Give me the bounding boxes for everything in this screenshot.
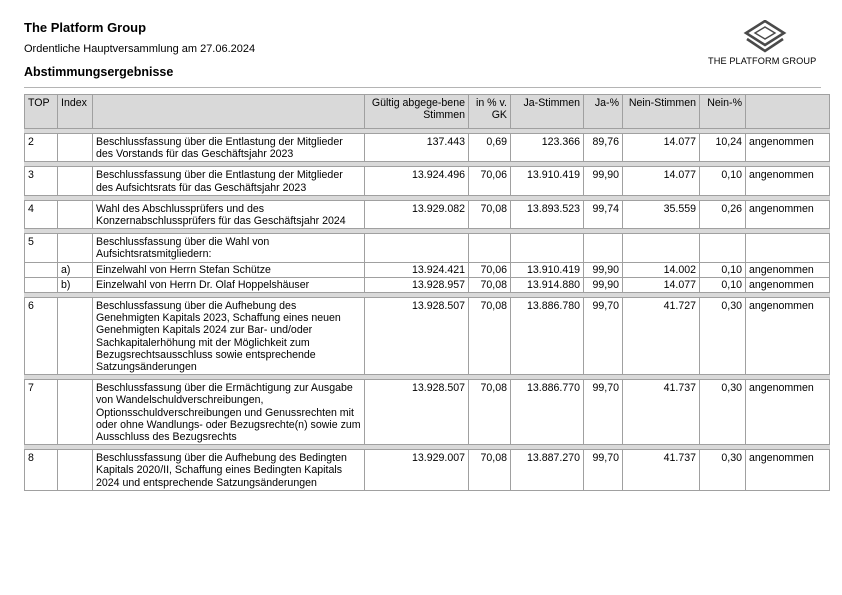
cell-pct-capital: 70,08 (469, 277, 511, 292)
cell-no-votes (623, 234, 700, 262)
cell-pct-capital: 70,06 (469, 167, 511, 195)
cell-yes-votes: 13.886.780 (511, 298, 584, 375)
cell-index: a) (58, 262, 93, 277)
cell-yes-pct: 89,76 (584, 134, 623, 162)
cell-no-votes: 41.727 (623, 298, 700, 375)
cell-subject: Beschlussfassung über die Ermächtigung zur Ausgabe von Wandelschuldverschreibungen, Optionsschuldverschreibungen und Genussrechten mit oder ohne Wandlungs- oder Bezugsrechte(n) sowie zum Ausschluss des Bezugsrechts (93, 380, 365, 445)
cell-subject: Beschlussfassung über die Entlastung der Mitglieder des Aufsichtsrats für das Geschäftsjahr 2023 (93, 167, 365, 195)
col-header-subject (93, 95, 365, 129)
cell-subject: Beschlussfassung über die Entlastung der Mitglieder des Vorstands für das Geschäftsjahr 2023 (93, 134, 365, 162)
cell-top: 2 (25, 134, 58, 162)
cell-result: angenommen (746, 450, 830, 491)
cell-result: angenommen (746, 200, 830, 228)
col-header-pct-capital: in % v. GK (469, 95, 511, 129)
logo-wordmark: THE PLATFORM GROUP (708, 56, 817, 66)
cell-yes-pct: 99,70 (584, 450, 623, 491)
cell-yes-pct: 99,74 (584, 200, 623, 228)
cell-index (58, 380, 93, 445)
cell-yes-votes: 13.910.419 (511, 167, 584, 195)
cell-no-pct: 10,24 (700, 134, 746, 162)
cell-yes-votes: 13.914.880 (511, 277, 584, 292)
cell-valid-votes (365, 234, 469, 262)
cell-result: angenommen (746, 134, 830, 162)
cell-no-pct: 0,30 (700, 298, 746, 375)
cell-no-votes: 14.077 (623, 167, 700, 195)
cell-yes-pct: 99,70 (584, 380, 623, 445)
cell-no-votes: 41.737 (623, 450, 700, 491)
cell-yes-pct: 99,90 (584, 262, 623, 277)
cell-yes-pct: 99,90 (584, 277, 623, 292)
cell-result: angenommen (746, 262, 830, 277)
cell-valid-votes: 13.929.007 (365, 450, 469, 491)
cell-index (58, 234, 93, 262)
cell-valid-votes: 13.928.507 (365, 380, 469, 445)
cell-subject: Wahl des Abschlussprüfers und des Konzernabschlussprüfers für das Geschäftsjahr 2024 (93, 200, 365, 228)
cell-index (58, 167, 93, 195)
cell-no-votes: 35.559 (623, 200, 700, 228)
table-row (25, 134, 830, 162)
cell-index (58, 134, 93, 162)
cell-top (25, 277, 58, 292)
cell-subject: Beschlussfassung über die Aufhebung des Genehmigten Kapitals 2023, Schaffung eines neuen Genehmigten Kapitals 2024 zur Bar- und/oder Sachkapitalerhöhung mit der Möglichkeit zum Bezugsrechtsausschluss sowie entsprechende Satzungsänderungen (93, 298, 365, 375)
cell-index (58, 298, 93, 375)
cell-pct-capital: 70,06 (469, 262, 511, 277)
cell-valid-votes: 137.443 (365, 134, 469, 162)
cell-pct-capital: 70,08 (469, 200, 511, 228)
cell-top (25, 262, 58, 277)
table-row (25, 450, 830, 491)
cell-valid-votes: 13.924.496 (365, 167, 469, 195)
cell-index: b) (58, 277, 93, 292)
cell-result (746, 234, 830, 262)
cell-top: 6 (25, 298, 58, 375)
cell-index (58, 450, 93, 491)
table-row (25, 234, 830, 262)
cell-yes-pct: 99,70 (584, 298, 623, 375)
cell-yes-votes (511, 234, 584, 262)
cell-result: angenommen (746, 380, 830, 445)
cell-no-pct: 0,10 (700, 167, 746, 195)
cell-no-votes: 41.737 (623, 380, 700, 445)
col-header-no-pct: Nein-% (700, 95, 746, 129)
cell-pct-capital (469, 234, 511, 262)
document-title: Abstimmungsergebnisse (24, 65, 174, 79)
cell-top: 5 (25, 234, 58, 262)
cell-yes-pct (584, 234, 623, 262)
company-logo (706, 20, 822, 70)
cell-no-pct: 0,10 (700, 277, 746, 292)
cell-subject: Beschlussfassung über die Wahl von Aufsichtsratsmitgliedern: (93, 234, 365, 262)
cell-no-pct: 0,30 (700, 380, 746, 445)
cell-yes-votes: 123.366 (511, 134, 584, 162)
cell-result: angenommen (746, 277, 830, 292)
table-row (25, 200, 830, 228)
meeting-subtitle: Ordentliche Hauptversammlung am 27.06.2024 (24, 43, 256, 55)
col-header-top: TOP (25, 95, 58, 129)
cell-subject: Einzelwahl von Herrn Stefan Schütze (93, 262, 365, 277)
cell-no-pct: 0,26 (700, 200, 746, 228)
platform-logo-icon (738, 20, 792, 54)
cell-top: 4 (25, 200, 58, 228)
cell-no-votes: 14.077 (623, 134, 700, 162)
header-divider (24, 87, 821, 88)
company-name: The Platform Group (24, 20, 147, 35)
cell-pct-capital: 70,08 (469, 450, 511, 491)
cell-no-pct: 0,10 (700, 262, 746, 277)
cell-valid-votes: 13.928.507 (365, 298, 469, 375)
cell-yes-votes: 13.910.419 (511, 262, 584, 277)
cell-yes-votes: 13.886.770 (511, 380, 584, 445)
table-header-row (25, 95, 830, 129)
cell-top: 7 (25, 380, 58, 445)
cell-valid-votes: 13.924.421 (365, 262, 469, 277)
cell-no-votes: 14.077 (623, 277, 700, 292)
col-header-yes-votes: Ja-Stimmen (511, 95, 584, 129)
cell-result: angenommen (746, 167, 830, 195)
col-header-yes-pct: Ja-% (584, 95, 623, 129)
cell-index (58, 200, 93, 228)
cell-valid-votes: 13.929.082 (365, 200, 469, 228)
results-table (24, 94, 830, 491)
cell-no-votes: 14.002 (623, 262, 700, 277)
cell-subject: Beschlussfassung über die Aufhebung des Bedingten Kapitals 2020/II, Schaffung eines Bedingten Kapitals 2024 und entsprechende Satzungsänderungen (93, 450, 365, 491)
cell-top: 3 (25, 167, 58, 195)
cell-subject: Einzelwahl von Herrn Dr. Olaf Hoppelshäuser (93, 277, 365, 292)
cell-yes-votes: 13.887.270 (511, 450, 584, 491)
table-row (25, 380, 830, 445)
cell-pct-capital: 70,08 (469, 380, 511, 445)
col-header-index: Index (58, 95, 93, 129)
cell-pct-capital: 0,69 (469, 134, 511, 162)
cell-valid-votes: 13.928.957 (365, 277, 469, 292)
cell-no-pct (700, 234, 746, 262)
cell-top: 8 (25, 450, 58, 491)
cell-result: angenommen (746, 298, 830, 375)
table-row (25, 167, 830, 195)
cell-no-pct: 0,30 (700, 450, 746, 491)
col-header-result (746, 95, 830, 129)
table-body (25, 129, 830, 491)
cell-yes-votes: 13.893.523 (511, 200, 584, 228)
col-header-no-votes: Nein-Stimmen (623, 95, 700, 129)
table-row (25, 262, 830, 277)
cell-yes-pct: 99,90 (584, 167, 623, 195)
cell-pct-capital: 70,08 (469, 298, 511, 375)
table-row (25, 277, 830, 292)
col-header-valid-votes: Gültig abgege-bene Stimmen (365, 95, 469, 129)
table-row (25, 298, 830, 375)
